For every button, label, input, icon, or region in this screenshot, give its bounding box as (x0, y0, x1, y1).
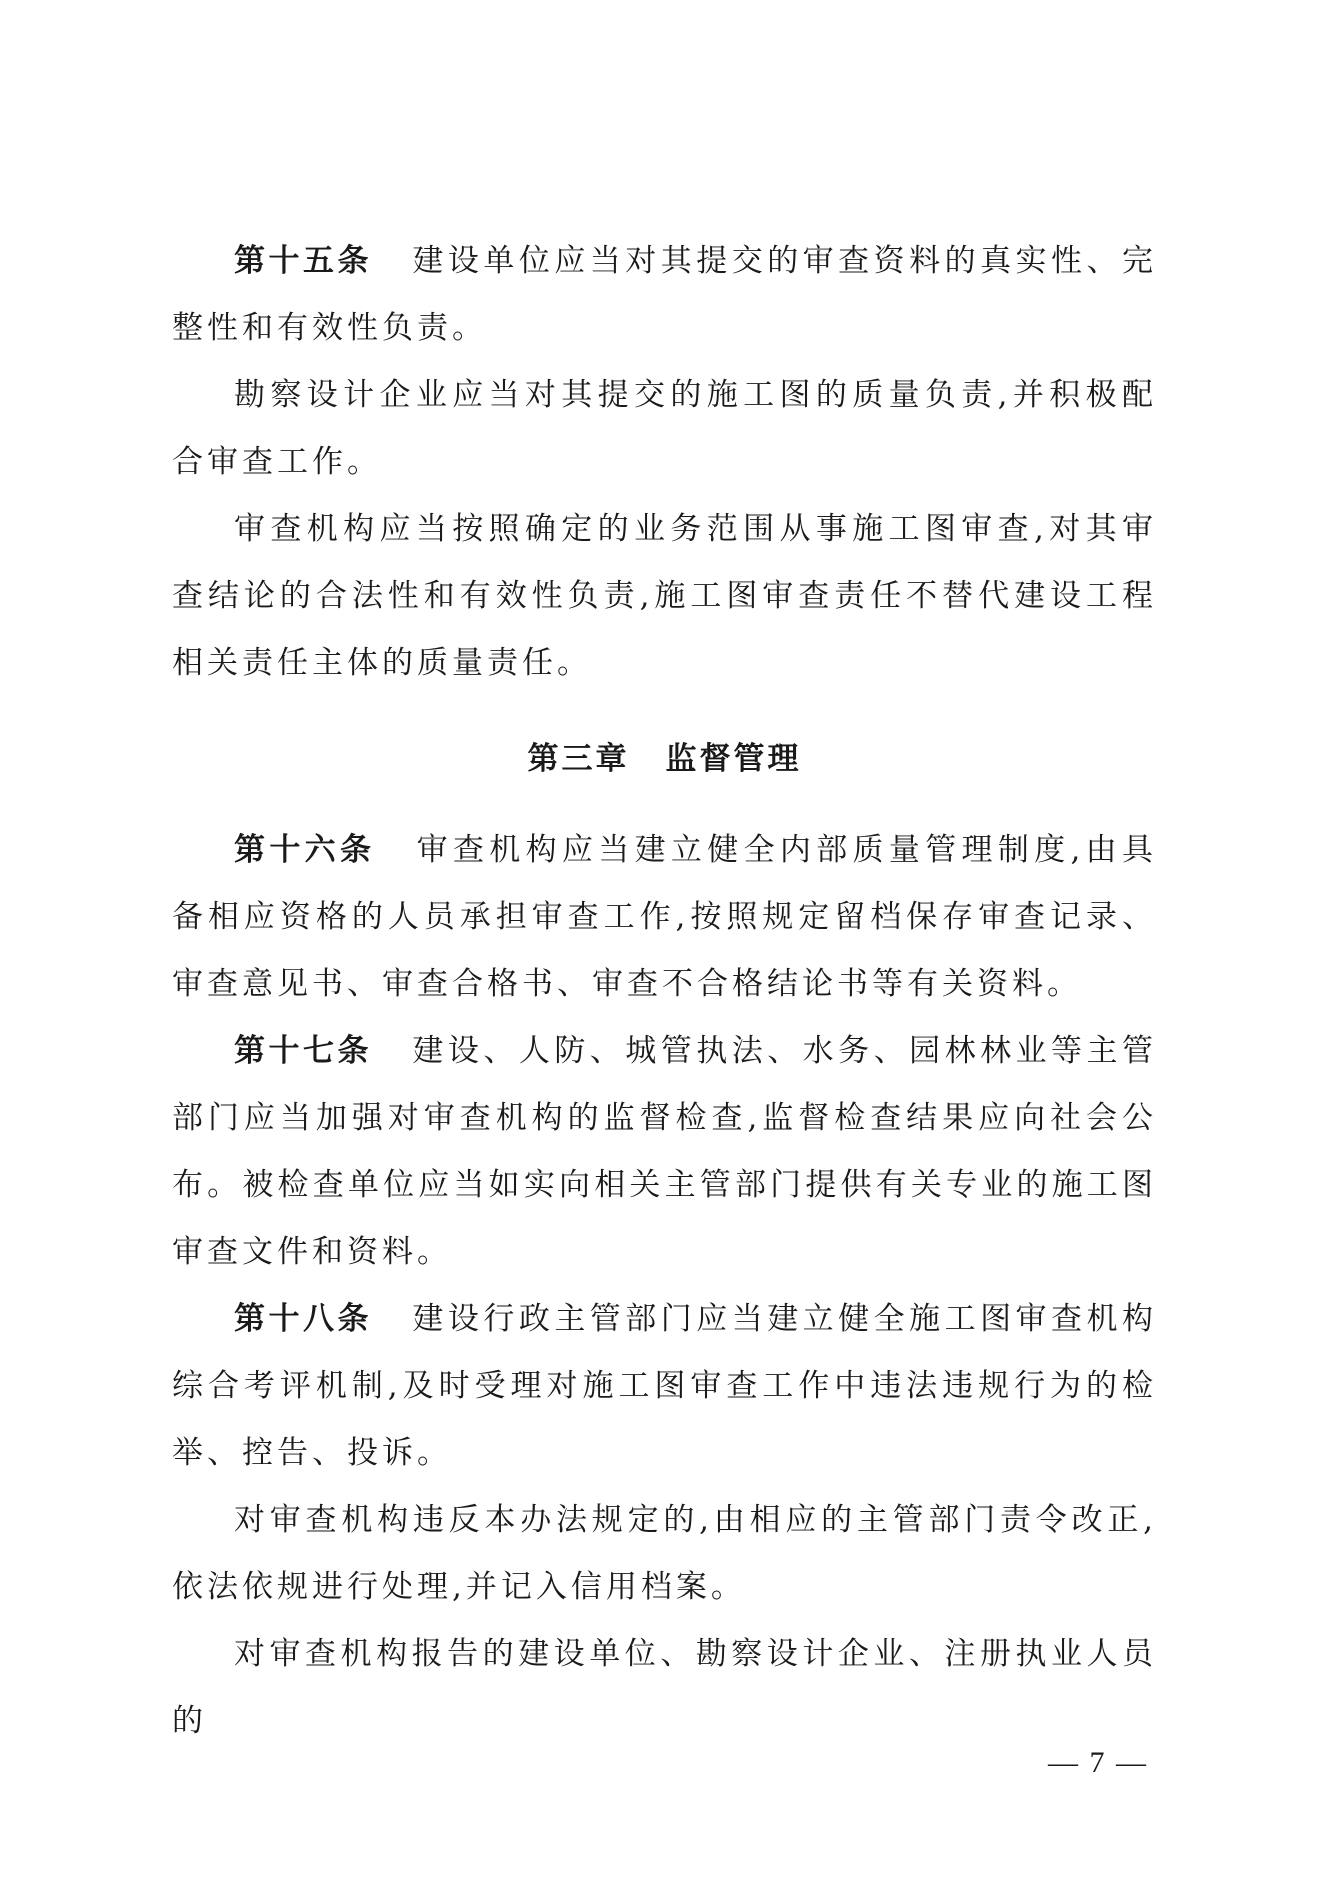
document-body (172, 228, 1157, 1755)
article-15-paragraph-3: 审查机构应当按照确定的业务范围从事施工图审查,对其审查结论的合法性和有效性负责,施工图审查责任不替代建设工程相关责任主体的质量责任。 (172, 511, 1157, 681)
article-15-paragraph-2: 勘察设计企业应当对其提交的施工图的质量负责,并积极配合审查工作。 (172, 377, 1157, 480)
article-18-paragraph-2: 对审查机构违反本办法规定的,由相应的主管部门责令改正,依法依规进行处理,并记入信用档案。 (172, 1502, 1157, 1605)
article-15-label: 第十五条 (234, 243, 372, 279)
article-18-text: 建设行政主管部门应当建立健全施工图审查机构综合考评机制,及时受理对施工图审查工作中违法违规行为的检举、控告、投诉。 (172, 1301, 1157, 1471)
article-18-paragraph (172, 1286, 1157, 1487)
chapter-title: 监督管理 (665, 741, 802, 777)
article-17-paragraph (172, 1018, 1157, 1286)
article-18-paragraph-3: 对审查机构报告的建设单位、勘察设计企业、注册执业人员的 (172, 1636, 1157, 1739)
article-17-text: 建设、人防、城管执法、水务、园林林业等主管部门应当加强对审查机构的监督检查,监督检查结果应向社会公布。被检查单位应当如实向相关主管部门提供有关专业的施工图审查文件和资料。 (172, 1033, 1157, 1270)
chapter-number: 第三章 (527, 741, 630, 777)
chapter-heading (172, 697, 1157, 817)
article-15-text: 建设单位应当对其提交的审查资料的真实性、完整性和有效性负责。 (172, 243, 1157, 346)
article-15-paragraph (172, 228, 1157, 362)
article-17-label: 第十七条 (234, 1033, 372, 1069)
page-number: — 7 — (1048, 1746, 1148, 1779)
article-18-label: 第十八条 (234, 1301, 372, 1337)
article-16-paragraph (172, 817, 1157, 1018)
article-16-label: 第十六条 (234, 832, 376, 868)
article-16-text: 审查机构应当建立健全内部质量管理制度,由具备相应资格的人员承担审查工作,按照规定留档保存审查记录、审查意见书、审查合格书、审查不合格结论书等有关资料。 (172, 832, 1158, 1002)
